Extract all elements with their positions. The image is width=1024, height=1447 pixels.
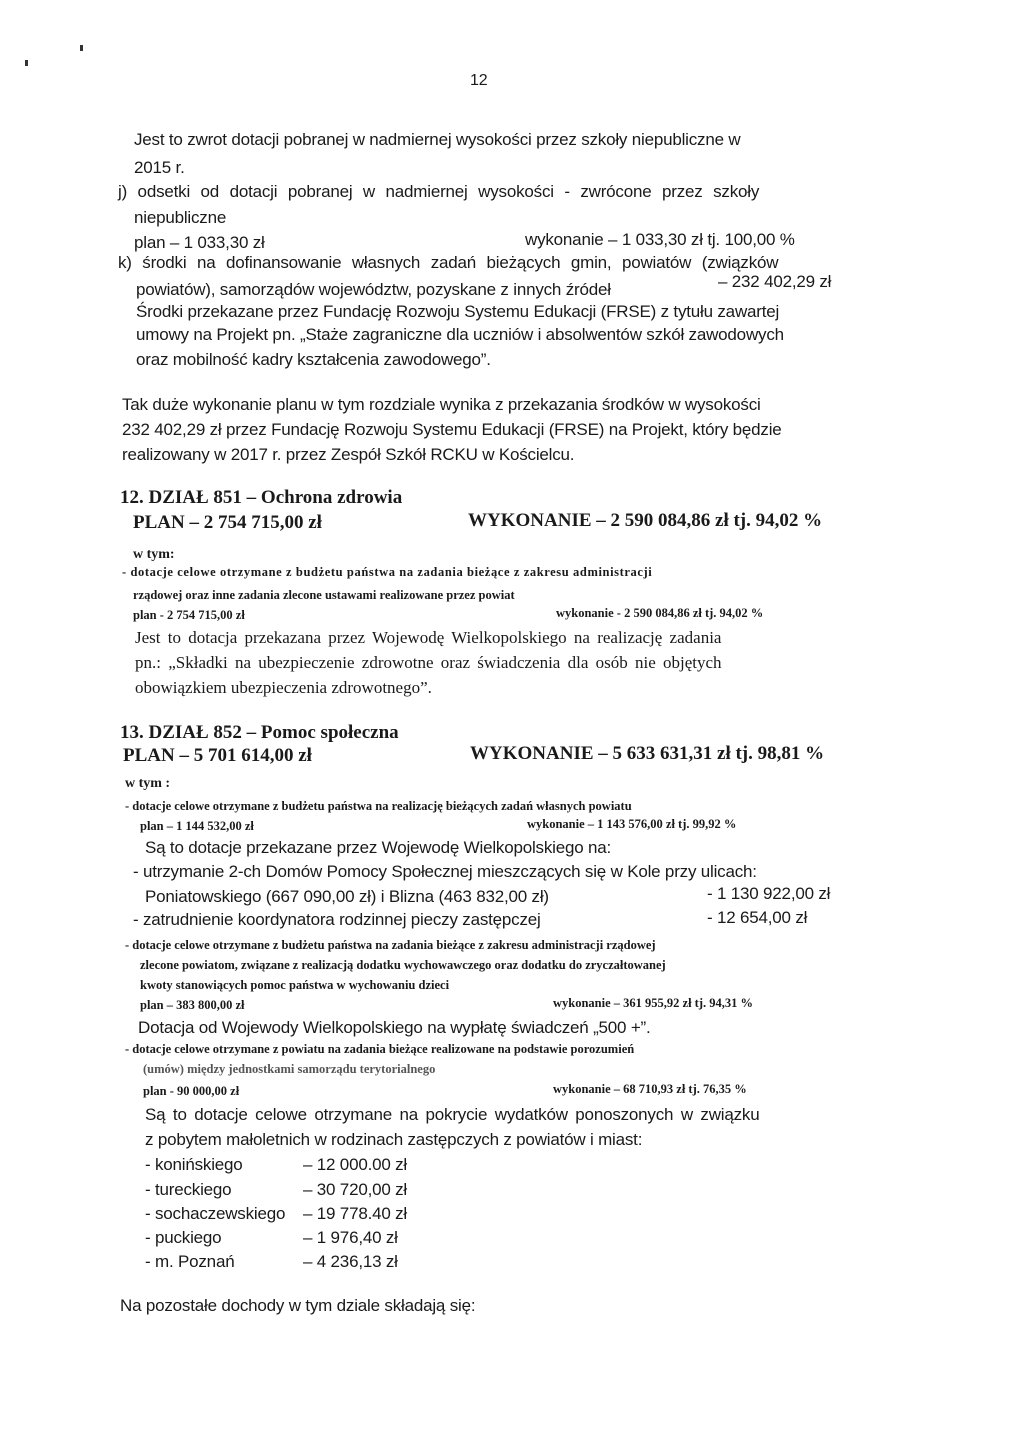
section-12-title: 12. DZIAŁ 851 – Ochrona zdrowia xyxy=(120,487,403,508)
section-12-desc-3: obowiązkiem ubezpieczenia zdrowotnego”. xyxy=(135,678,432,697)
section-12-bullet-1: - dotacje celowe otrzymane z budżetu państwa na zadania bieżące z zakresu administracji xyxy=(122,565,653,579)
section-12-plan-small: plan - 2 754 715,00 zł xyxy=(133,608,245,622)
section-13-bullet-2-plan: plan – 383 800,00 zł xyxy=(140,998,245,1012)
section-13-bullet-1-wykonanie: wykonanie – 1 143 576,00 zł tj. 99,92 % xyxy=(527,817,737,831)
item-j-line-1: j) odsetki od dotacji pobranej w nadmiernej wysokości - zwrócone przez szkoły xyxy=(118,182,760,201)
item-j-plan: plan – 1 033,30 zł xyxy=(134,233,265,252)
section-13-bullet-3-plan: plan - 90 000,00 zł xyxy=(143,1084,240,1098)
county-name: - puckiego xyxy=(145,1228,222,1247)
section-13-item-2-amount: - 12 654,00 zł xyxy=(707,908,808,927)
section-13-bullet-3b: (umów) między jednostkami samorządu terytorialnego xyxy=(143,1062,436,1076)
section-13-bullet-3-desc-1: Są to dotacje celowe otrzymane na pokrycie wydatków ponoszonych w związku xyxy=(145,1105,760,1124)
section-13-item-1-amount: - 1 130 922,00 zł xyxy=(707,884,831,903)
section-13-bullet-1-desc: Są to dotacje przekazane przez Wojewodę Wielkopolskiego na: xyxy=(145,838,612,857)
section-13-item-1a: - utrzymanie 2-ch Domów Pomocy Społecznej mieszczących się w Kole przy ulicach: xyxy=(133,862,757,881)
county-amount: – 19 778.40 zł xyxy=(303,1204,408,1223)
section-13-wykonanie: WYKONANIE – 5 633 631,31 zł tj. 98,81 % xyxy=(470,743,825,764)
intro-line-2: 2015 r. xyxy=(134,158,185,177)
item-j-wykonanie: wykonanie – 1 033,30 zł tj. 100,00 % xyxy=(525,230,795,249)
county-name: - tureckiego xyxy=(145,1180,232,1199)
county-amount: – 4 236,13 zł xyxy=(303,1252,398,1271)
section-13-item-1b: Poniatowskiego (667 090,00 zł) i Blizna (463 832,00 zł) xyxy=(145,887,549,906)
section-13-bullet-2a: - dotacje celowe otrzymane z budżetu państwa na zadania bieżące z zakresu administracji rządowej xyxy=(125,938,656,952)
section-13-bullet-1-plan: plan – 1 144 532,00 zł xyxy=(140,819,254,833)
county-amount: – 12 000.00 zł xyxy=(303,1155,408,1174)
section-13-bullet-3a: - dotacje celowe otrzymane z powiatu na zadania bieżące realizowane na podstawie porozumień xyxy=(125,1042,635,1056)
page-number: 12 xyxy=(470,72,488,89)
section-13-title: 13. DZIAŁ 852 – Pomoc społeczna xyxy=(120,722,399,743)
county-amount: – 30 720,00 zł xyxy=(303,1180,408,1199)
summary-line-3: realizowany w 2017 r. przez Zespół Szkół RCKU w Kościelcu. xyxy=(122,445,575,464)
county-amount: – 1 976,40 zł xyxy=(303,1228,398,1247)
section-13-bullet-2-wykonanie: wykonanie – 361 955,92 zł tj. 94,31 % xyxy=(553,996,753,1010)
scan-mark xyxy=(25,60,28,66)
section-13-plan: PLAN – 5 701 614,00 zł xyxy=(123,745,312,766)
item-k-line-4: umowy na Projekt pn. „Staże zagraniczne dla uczniów i absolwentów szkół zawodowych xyxy=(136,325,784,344)
section-13-bullet-3-wykonanie: wykonanie – 68 710,93 zł tj. 76,35 % xyxy=(553,1082,747,1096)
section-12-w-tym: w tym: xyxy=(133,547,175,562)
item-k-line-5: oraz mobilność kadry kształcenia zawodowego”. xyxy=(136,350,491,369)
section-12-desc-1: Jest to dotacja przekazana przez Wojewodę Wielkopolskiego na realizację zadania xyxy=(135,628,722,647)
county-name: - m. Poznań xyxy=(145,1252,235,1271)
county-name: - sochaczewskiego xyxy=(145,1204,286,1223)
section-12-bullet-1b: rządowej oraz inne zadania zlecone ustawami realizowane przez powiat xyxy=(133,588,515,602)
section-13-bullet-3-desc-2: z pobytem małoletnich w rodzinach zastępczych z powiatów i miast: xyxy=(145,1130,643,1149)
section-13-w-tym: w tym : xyxy=(125,776,171,791)
intro-line-1: Jest to zwrot dotacji pobranej w nadmiernej wysokości przez szkoły niepubliczne w xyxy=(134,130,741,149)
section-12-plan: PLAN – 2 754 715,00 zł xyxy=(133,512,322,533)
section-13-bullet-2-desc: Dotacja od Wojewody Wielkopolskiego na wypłatę świadczeń „500 +”. xyxy=(138,1018,651,1037)
section-12-desc-2: pn.: „Składki na ubezpieczenie zdrowotne oraz świadczenia dla osób nie objętych xyxy=(135,653,722,672)
item-k-line-1: k) środki na dofinansowanie własnych zadań bieżących gmin, powiatów (związków xyxy=(118,253,779,272)
section-12-wykonanie: WYKONANIE – 2 590 084,86 zł tj. 94,02 % xyxy=(468,510,823,531)
closing-line: Na pozostałe dochody w tym dziale składają się: xyxy=(120,1296,476,1315)
section-12-wykonanie-small: wykonanie - 2 590 084,86 zł tj. 94,02 % xyxy=(556,606,764,620)
section-13-bullet-2c: kwoty stanowiących pomoc państwa w wychowaniu dzieci xyxy=(140,978,450,992)
item-k-line-2: powiatów), samorządów województw, pozyskane z innych źródeł xyxy=(136,280,611,299)
item-j-line-2: niepubliczne xyxy=(134,208,227,227)
item-k-amount: – 232 402,29 zł xyxy=(718,272,832,291)
summary-line-1: Tak duże wykonanie planu w tym rozdziale wynika z przekazania środków w wysokości xyxy=(122,395,761,414)
item-k-line-3: Środki przekazane przez Fundację Rozwoju Systemu Edukacji (FRSE) z tytułu zawartej xyxy=(136,302,780,321)
section-13-bullet-2b: zlecone powiatom, związane z realizacją dodatku wychowawczego oraz dodatku do zryczałtowanej xyxy=(140,958,666,972)
summary-line-2: 232 402,29 zł przez Fundację Rozwoju Systemu Edukacji (FRSE) na Projekt, który będzie xyxy=(122,420,782,439)
section-13-item-2: - zatrudnienie koordynatora rodzinnej pieczy zastępczej xyxy=(133,910,541,929)
county-name: - konińskiego xyxy=(145,1155,243,1174)
scan-mark xyxy=(80,45,83,51)
section-13-bullet-1: - dotacje celowe otrzymane z budżetu państwa na realizację bieżących zadań własnych powiatu xyxy=(125,799,632,813)
